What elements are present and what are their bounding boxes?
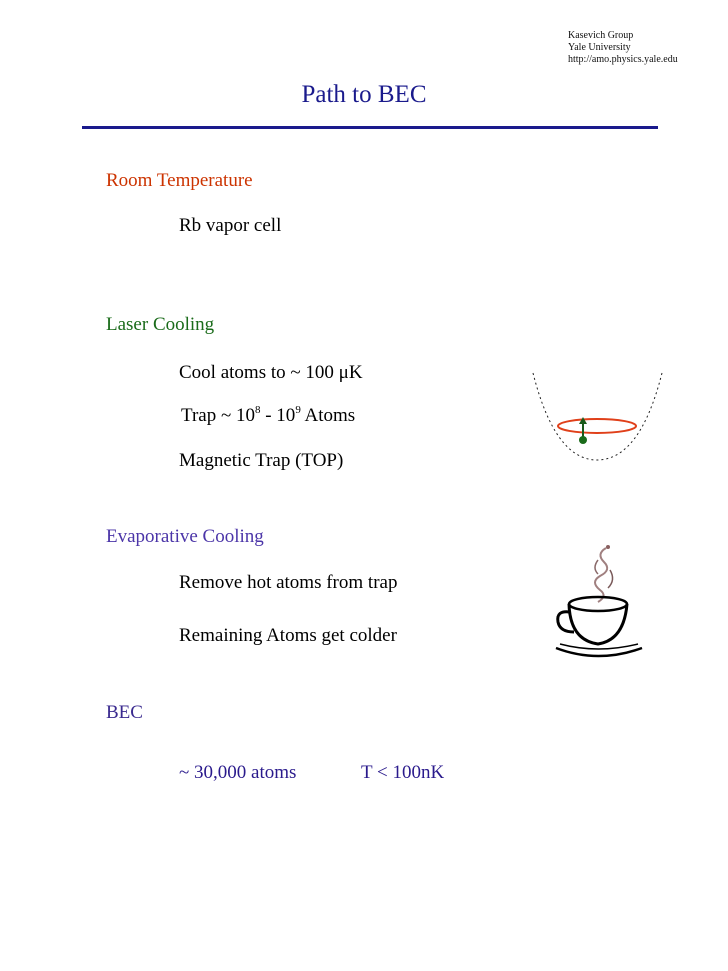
header-university: Yale University (568, 42, 631, 53)
laser-item-magnetic-trap: Magnetic Trap (TOP) (179, 450, 344, 471)
section-heading-laser-cooling: Laser Cooling (106, 314, 215, 335)
header-group: Kasevich Group (568, 30, 634, 41)
trap-exponent-1: 8 (254, 404, 261, 416)
header-info (568, 30, 678, 66)
evap-item-remove-hot-atoms: Remove hot atoms from trap (179, 572, 398, 593)
trap-exponent-2: 9 (295, 404, 301, 416)
bec-item-temperature: T < 100nK (361, 762, 445, 783)
trap-mid: - 10 (260, 405, 296, 426)
bec-item-atoms: ~ 30,000 atoms (179, 762, 297, 783)
laser-item-cool-atoms: Cool atoms to ~ 100 μK (179, 362, 363, 383)
section-heading-evaporative-cooling: Evaporative Cooling (106, 526, 264, 547)
evap-item-remaining-colder: Remaining Atoms get colder (179, 625, 397, 646)
magnetic-trap-icon (525, 365, 670, 465)
coffee-cup-icon (548, 540, 648, 665)
trap-suffix: Atoms (300, 405, 356, 426)
section-heading-room-temperature: Room Temperature (106, 170, 253, 191)
room-item-vapor-cell: Rb vapor cell (179, 215, 282, 236)
section-heading-bec: BEC (106, 702, 143, 723)
trap-prefix: Trap ~ 10 (181, 405, 255, 426)
laser-item-trap-atoms (181, 405, 355, 427)
page-title: Path to BEC (301, 81, 427, 108)
header-url: http://amo.physics.yale.edu (568, 54, 678, 65)
title-divider (82, 126, 658, 129)
